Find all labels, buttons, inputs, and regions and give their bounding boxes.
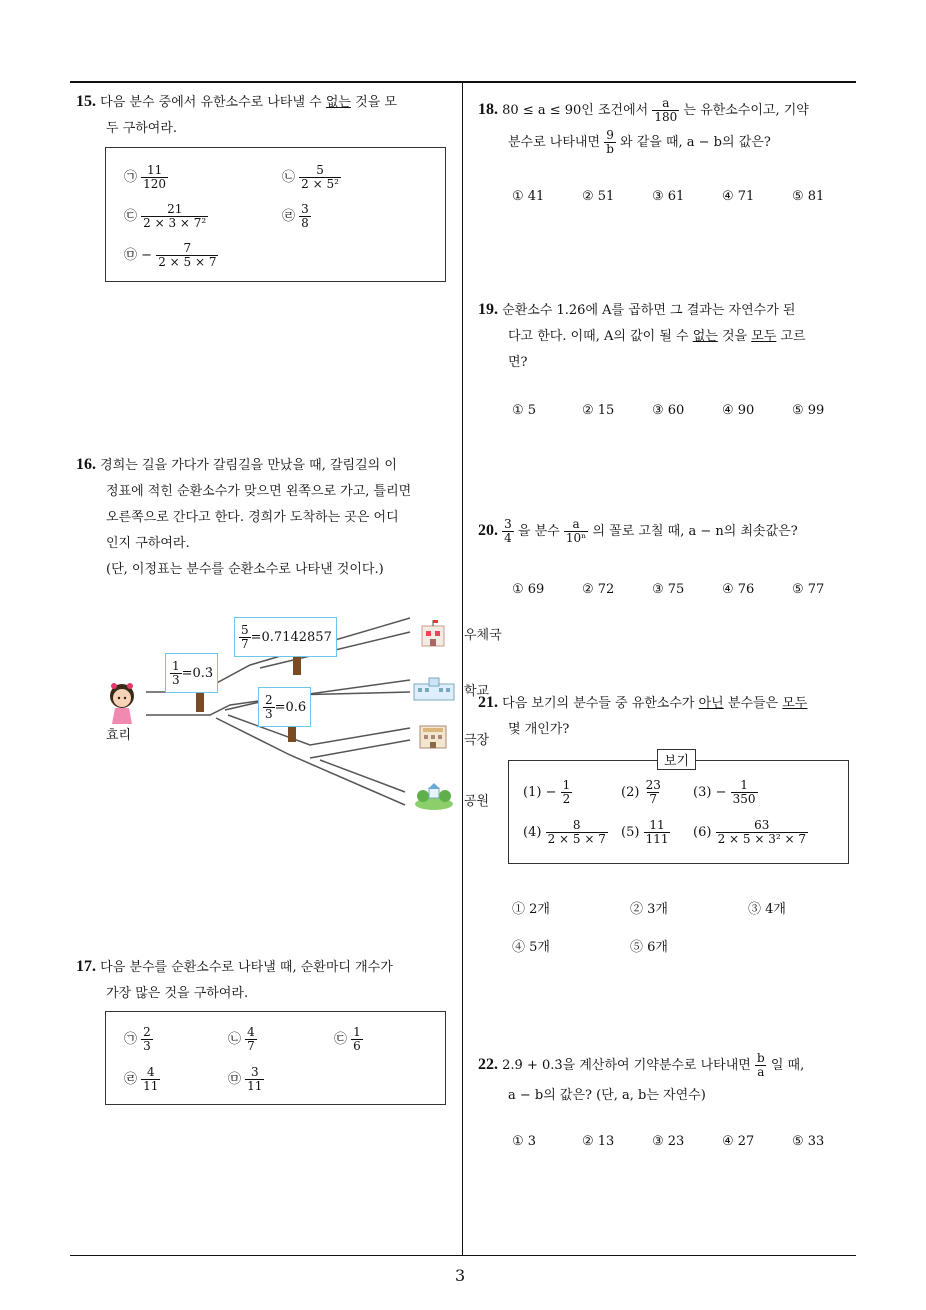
q17-item-1: ㉠ $\frac{2}{3}$ [124,1025,151,1053]
q19-option-5[interactable]: ⑤ 99 [792,403,825,418]
signpost-2: $\frac{5}{7}$ =0.7̇14285̇7 [234,617,337,657]
place-park: 공원 [464,794,490,809]
q21-item-3: (3) − $\frac{1}{350}$ [693,778,756,806]
question-15: 15. 다음 분수 중에서 유한소수로 나타낼 수 없는 것을 모 두 구하여라. [76,93,397,136]
q21-item-5: (5) $\frac{11}{111}$ [621,818,669,846]
q20-option-4[interactable]: ④ 76 [722,582,755,597]
q21-item-6: (6) $\frac{63}{\text{2 × 5 × 3² × 7}}$ [693,818,806,846]
q18-option-1[interactable]: ① 41 [512,189,545,204]
q15-item-4: ㉣ $\frac{3}{8}$ [282,202,309,230]
school-icon [412,676,456,702]
q19-option-3[interactable]: ③ 60 [652,403,685,418]
q21-item-4: (4) $\frac{8}{2 \times 5 \times 7}$ [523,818,606,846]
q20-option-2[interactable]: ② 72 [582,582,615,597]
q15-choices-box [105,147,446,282]
place-school: 학교 [464,684,490,699]
q20-option-1[interactable]: ① 69 [512,582,545,597]
place-theater: 극장 [464,733,490,748]
q21-box-title: 보기 [657,749,696,770]
page-number: 3 [455,1266,466,1285]
q22-option-3[interactable]: ③ 23 [652,1134,685,1149]
q15-item-5: ㉤ − $\frac{7}{2 \times 5 \times 7}$ [124,241,217,269]
girl-name: 효리 [106,728,132,743]
column-divider [462,83,463,1255]
q15-item-3: ㉢ $\frac{21}{\text{2 × 3 × 7²}}$ [124,202,207,230]
park-icon [414,780,454,810]
q22-option-5[interactable]: ⑤ 33 [792,1134,825,1149]
q19-option-1[interactable]: ① 5 [512,403,537,418]
question-20: 20. $\frac{3}{4}$ 을 분수 $\frac{a}{\text{10ⁿ}}$ 의 꼴로 고칠 때, a − n의 최솟값은? [478,517,798,545]
q22-option-4[interactable]: ④ 27 [722,1134,755,1149]
q21-item-2: (2) $\frac{23}{7}$ [621,778,661,806]
q18-option-5[interactable]: ⑤ 81 [792,189,825,204]
q20-option-5[interactable]: ⑤ 77 [792,582,825,597]
q19-option-2[interactable]: ② 15 [582,403,615,418]
q17-item-5: ㉤ $\frac{3}{11}$ [228,1065,263,1093]
q21-option-5[interactable]: ⑤ 6개 [630,940,668,955]
q15-item-1: ㉠ $\frac{11}{120}$ [124,163,167,191]
q17-choices-box [105,1011,446,1105]
q17-item-2: ㉡ $\frac{4}{7}$ [228,1025,255,1053]
q21-option-4[interactable]: ④ 5개 [512,940,550,955]
question-19: 19. 순환소수 1.2̇6̇에 A를 곱하면 그 결과는 자연수가 된 다고 한다. 이때, A의 값이 될 수 없는 것을 모두 고르 면? [478,301,806,370]
girl-icon [103,680,141,724]
q21-item-1: (1) − $\frac{1}{2}$ [523,778,571,806]
place-post-office: 우체국 [464,628,502,643]
q18-option-4[interactable]: ④ 71 [722,189,755,204]
question-21: 21. 다음 보기의 분수들 중 유한소수가 아닌 분수들은 모두 몇 개인가? [478,694,808,737]
theater-icon [417,722,449,750]
q21-option-2[interactable]: ② 3개 [630,902,668,917]
q18-option-3[interactable]: ③ 61 [652,189,685,204]
q17-item-3: ㉢ $\frac{1}{6}$ [334,1025,361,1053]
bottom-rule [70,1255,856,1256]
q19-option-4[interactable]: ④ 90 [722,403,755,418]
post-office-icon [418,618,448,648]
q22-option-1[interactable]: ① 3 [512,1134,537,1149]
question-17: 17. 다음 분수를 순환소수로 나타낼 때, 순환마디 개수가 가장 많은 것을 구하여라. [76,958,393,1001]
q15-item-2: ㉡ $\frac{5}{\text{2 × 5²}}$ [282,163,339,191]
question-18: 18. 80 ≤ a ≤ 90인 조건에서 $\frac{a}{180}$ 는 유한소수이고, 기약 분수로 나타내면 $\frac{9}{b}$ 와 같을 때, a − b의 값은? [478,96,809,156]
top-rule [70,81,856,83]
question-22: 22. 2.9̇ + 0.3̇을 계산하여 기약분수로 나타내면 $\frac{b}{a}$ 일 때, a − b의 값은? (단, a, b는 자연수) [478,1051,805,1103]
sign-post-1 [196,690,204,712]
q18-option-2[interactable]: ② 51 [582,189,615,204]
q22-option-2[interactable]: ② 13 [582,1134,615,1149]
q17-item-4: ㉣ $\frac{4}{11}$ [124,1065,159,1093]
q21-example-box [508,754,849,864]
signpost-1: $\frac{1}{3}$ =0.3̇ [165,653,218,693]
q21-option-1[interactable]: ① 2개 [512,902,550,917]
q21-option-3[interactable]: ③ 4개 [748,902,786,917]
question-16: 16. 경희는 길을 가다가 갈림길을 만났을 때, 갈림길의 이 정표에 적힌 순환소수가 맞으면 왼쪽으로 가고, 틀리면 오른쪽으로 간다고 한다. 경희가 도착하는 곳은 어디 인지 구하여라. (단, 이정표는 분수를 순환소수로 나타낸 것이다.) [76,456,412,577]
q20-option-3[interactable]: ③ 75 [652,582,685,597]
sign-post-2 [293,655,301,675]
signpost-3: $\frac{2}{3}$ =0.6̇ [258,687,311,727]
